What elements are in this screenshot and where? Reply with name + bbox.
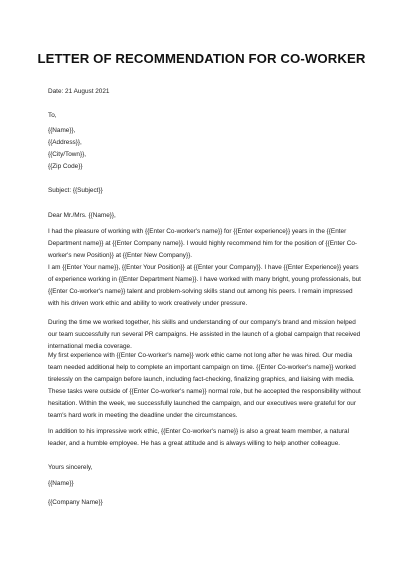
signature-name: {{Name}} [48,480,74,487]
signature-company: {{Company Name}} [48,499,103,506]
paragraph-5: In addition to his impressive work ethic, {{Enter Co-worker's name}} is also a great team member, a natural leader, and a humble employee. He has a great attitude and is always willing to help another colleague. [48,428,350,447]
subject-line: Subject: {{Subject}} [48,187,103,194]
paragraph-1: I had the pleasure of working with {{Enter Co-worker's name}} for {{Enter experience}} years in the {{Enter Department name}} at {{Enter Company name}}. I would highly recommend him for the position of {{Enter Co-worker's new Position}} at {{Enter New Company}}. [48,228,358,259]
letter-title: LETTER OF RECOMMENDATION FOR CO-WORKER [37,51,366,66]
paragraph-4: My first experience with {{Enter Co-worker's name}} work ethic came not long after he was hired. Our media team needed additional help to complete an important campaign on time. {{Enter Co-worker's name}} worked tirelessly on the campaign before launch, including fact-checking, finalizing graphics, and liaising with media. These tasks were outside of {{Enter Co-worker's name}} normal role, but he accepted the responsibility without hesitation. Within the week, we successfully launched the campaign, and our executives were grateful for our team's hard work in meeting the deadline under the circumstances. [48,352,361,419]
paragraph-3: During the time we worked together, his skills and understanding of our company's brand and mission helped our team successfully run several PR campaigns. He assisted in the launch of a global campaign that received international media coverage. [48,319,361,350]
closing: Yours sincerely, [48,464,93,471]
recipient-city: {{City/Town}}, [48,150,87,158]
recipient-zip: {{Zip Code}} [48,162,83,170]
to-line: To, [48,112,57,119]
date-line: Date: 21 August 2021 [48,88,110,95]
recipient-name: {{Name}}, [48,127,76,134]
paragraph-2: I am {{Enter Your name}}, {{Enter Your Position}} at {{Enter your Company}}. I have {{Enter Experience}} years of experience working in {{Enter Department Name}}. I have worked with many bright, young professionals, but {{Enter Co-worker's name}} talent and problem-solving skills stand out among his peers. I remain impressed with his driven work ethic and ability to work creatively under pressure. [48,264,361,307]
recipient-address: {{Address}}, [48,138,82,146]
salutation: Dear Mr./Mrs. {{Name}}, [48,212,116,219]
recipient-block [48,125,364,173]
